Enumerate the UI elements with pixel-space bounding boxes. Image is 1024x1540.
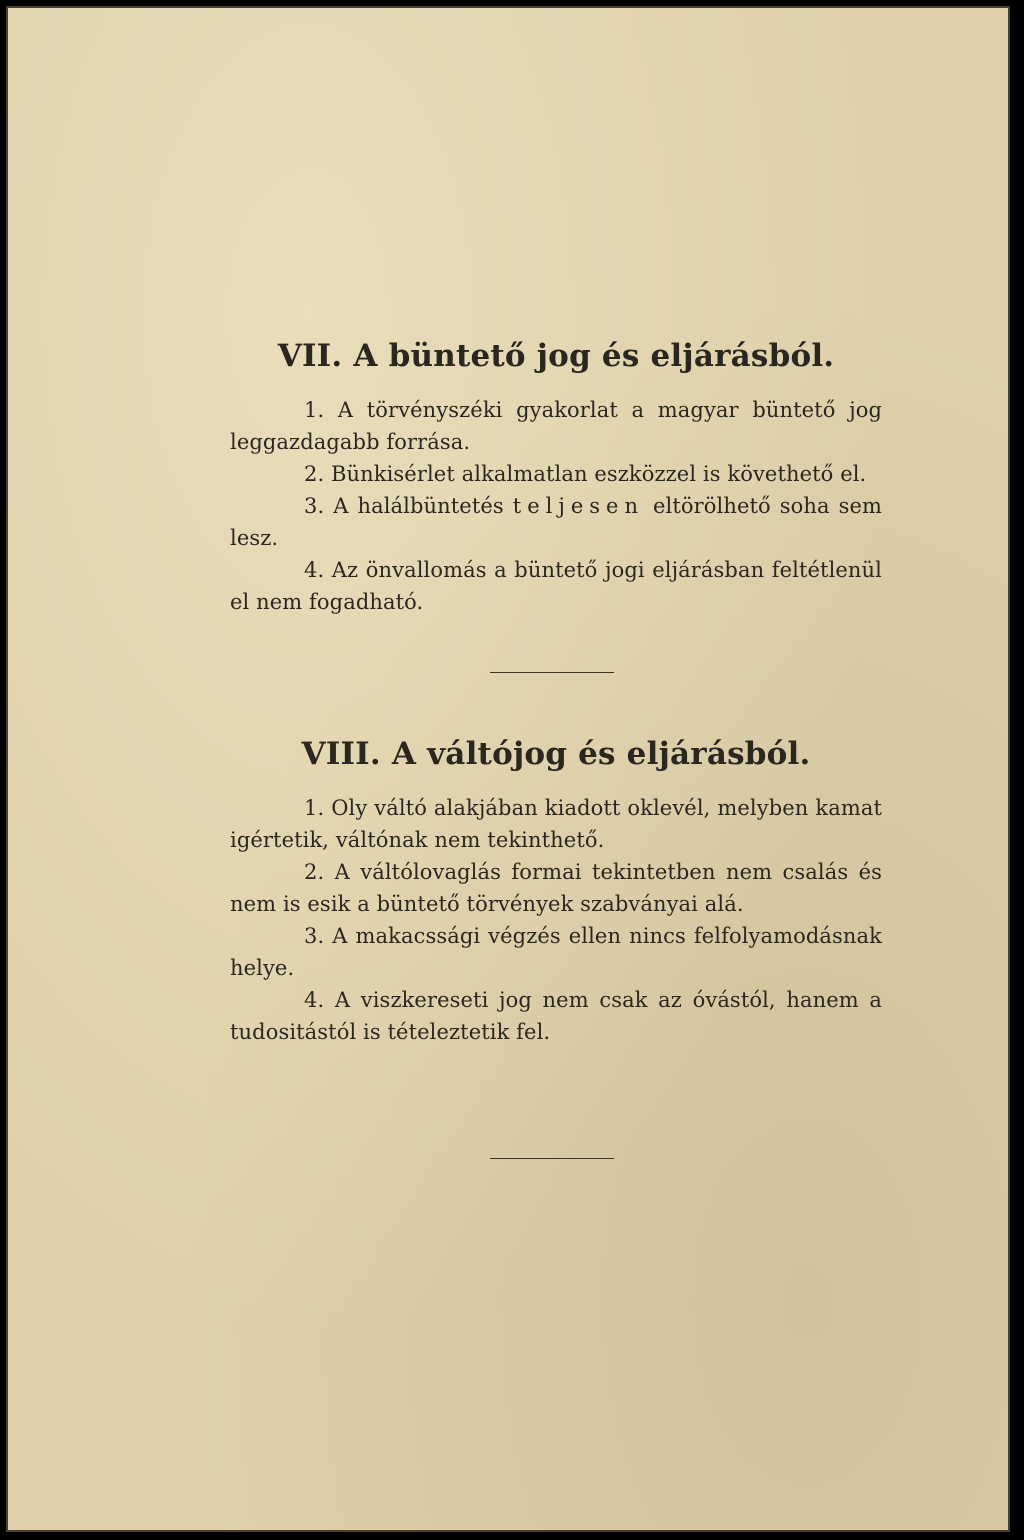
thesis-text: eltörölhető soha sem lesz. — [230, 494, 882, 550]
thesis-text: 3. A halálbüntetés — [304, 494, 513, 518]
document-page — [6, 6, 1010, 1532]
thesis-item: 2. Bünkisérlet alkalmatlan eszközzel is követhető el. — [304, 462, 867, 486]
section-heading: VII. A büntető jog és eljárásból. — [277, 338, 835, 374]
thesis-item: 4. Az önvallomás a büntető jogi eljárásban feltétlenül el nem fogadható. — [230, 558, 882, 614]
thesis-item: 3. A makacssági végzés ellen nincs felfolyamodásnak helye. — [230, 924, 882, 980]
thesis-item: 1. Oly váltó alakjában kiadott oklevél, melyben kamat igértetik, váltónak nem tekinthető. — [230, 796, 882, 852]
thesis-item: 1. A törvényszéki gyakorlat a magyar büntető jog leggazdagabb forrása. — [230, 398, 882, 454]
section-divider — [490, 1158, 614, 1159]
emphasized-word: teljesen — [512, 494, 645, 518]
section-vii — [230, 334, 882, 618]
thesis-item: 2. A váltólovaglás formai tekintetben nem csalás és nem is esik a büntető törvények szabványai alá. — [230, 860, 882, 916]
section-heading: VIII. A váltójog és eljárásból. — [301, 736, 811, 772]
section-divider — [490, 672, 614, 673]
section-viii — [230, 732, 882, 1048]
thesis-item — [230, 490, 882, 554]
thesis-item: 4. A viszkereseti jog nem csak az óvástól, hanem a tudositástól is tételeztetik fel. — [230, 988, 882, 1044]
